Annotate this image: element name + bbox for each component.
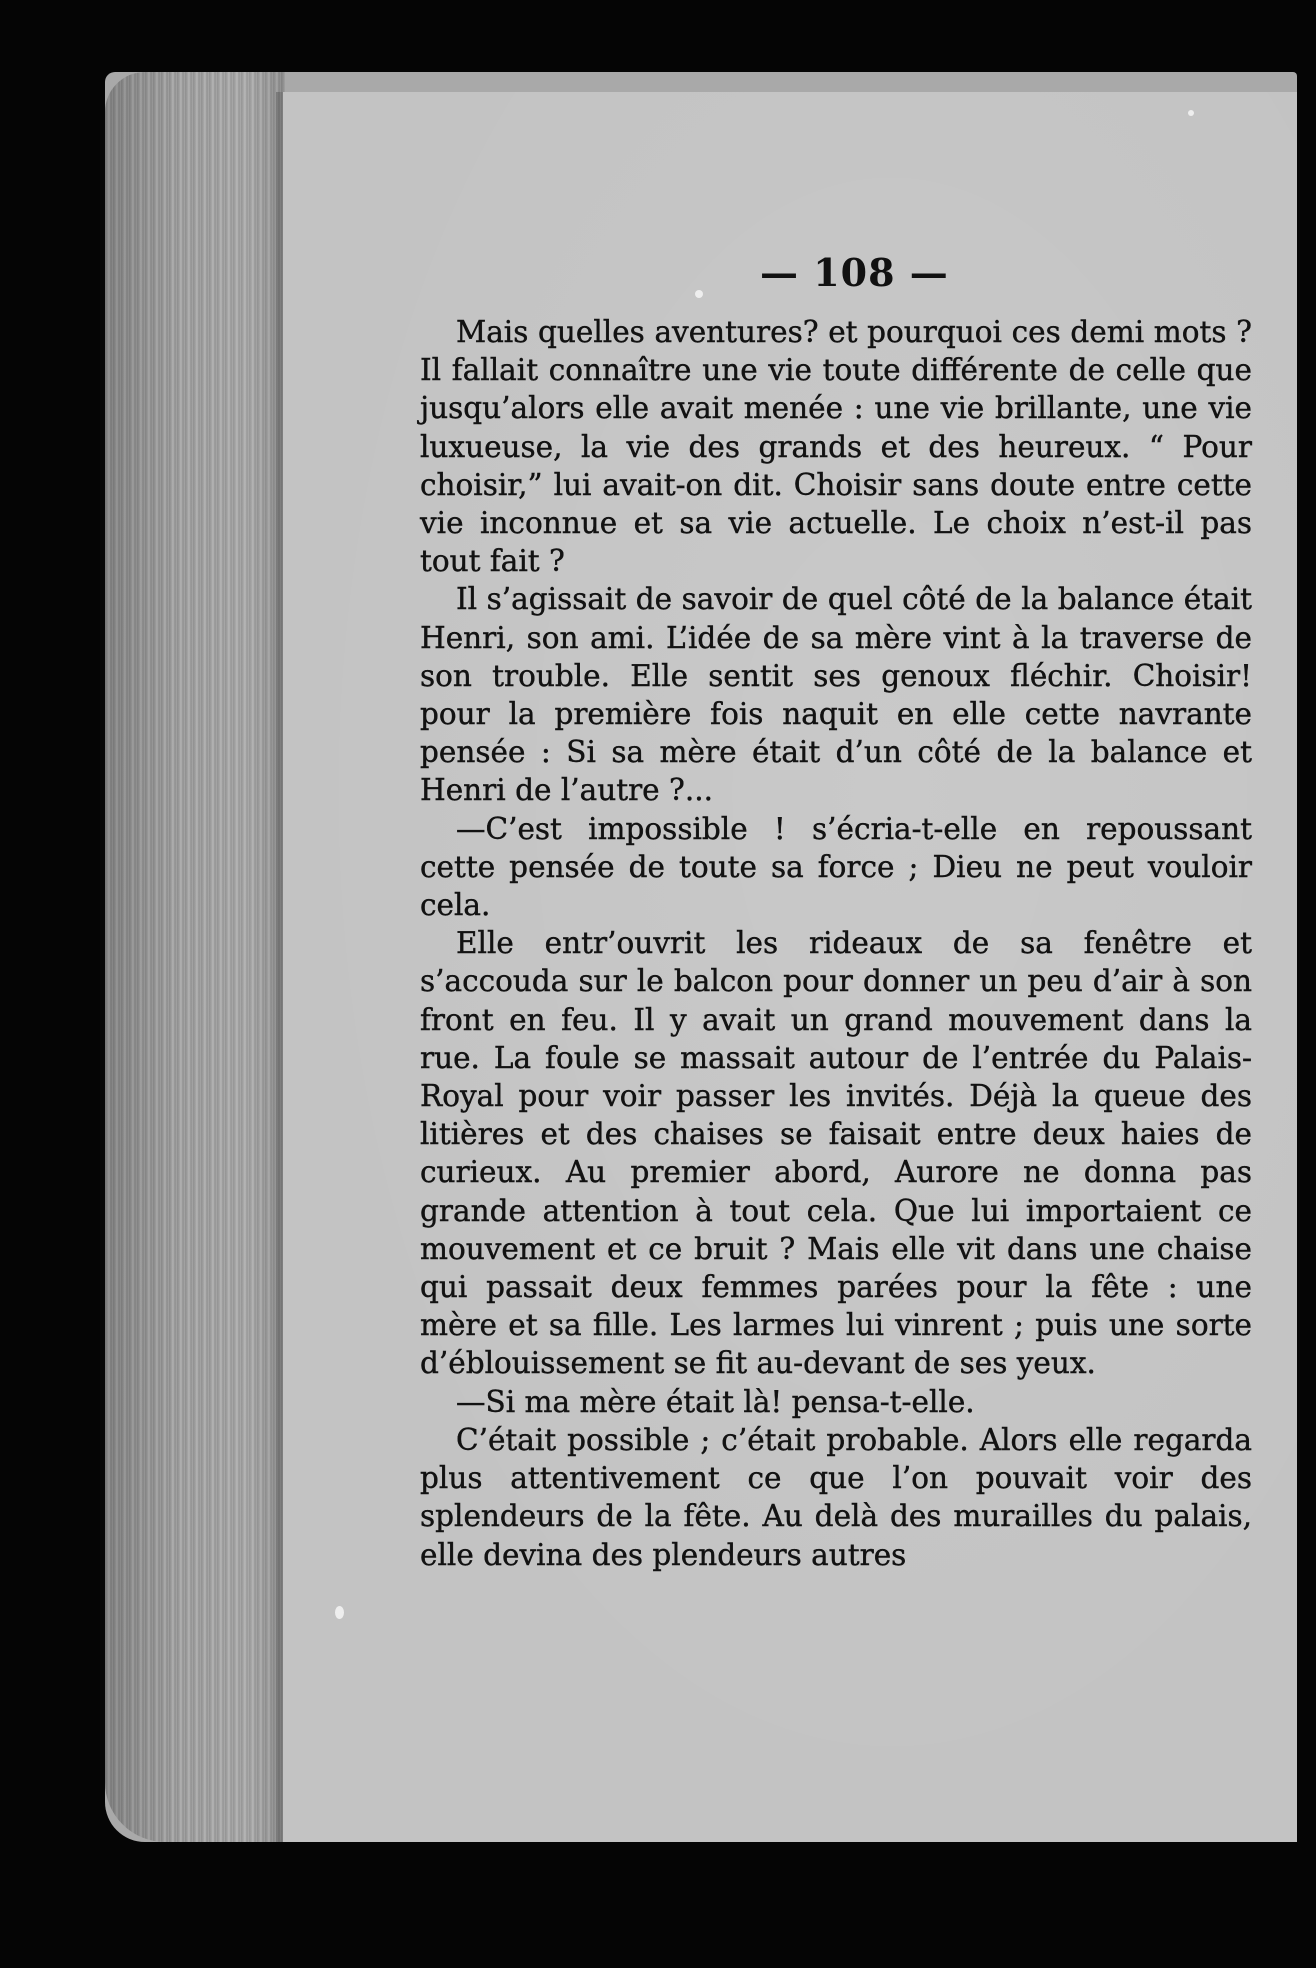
dust-speck — [335, 1606, 344, 1619]
paragraph: Il s’agissait de savoir de quel côté de la balance était Henri, son ami. L’idée de sa mère vint à la traverse de son trouble. Elle sentit ses genoux fléchir. Choisir! pour la première fois naquit en elle cette navrante pensée : Si sa mère était d’un côté de la balance et Henri de l’autre ?... — [420, 582, 1252, 808]
page-number: — 108 — — [760, 250, 949, 295]
dust-speck — [695, 290, 703, 298]
page-edges-shading — [105, 72, 285, 1842]
paragraph: Mais quelles aventures? et pourquoi ces demi mots ? Il fallait connaître une vie toute différente de celle que jusqu’alors elle avait menée : une vie brillante, une vie luxueuse, la vie des grands et des heureux. “ Pour choisir,” lui avait-on dit. Choisir sans doute entre cette vie inconnue et sa vie actuelle. Le choix n’est-il pas tout fait ? — [420, 315, 1252, 579]
body-text — [420, 313, 1252, 1574]
paragraph: Elle entr’ouvrit les rideaux de sa fenêtre et s’accouda sur le balcon pour donner un peu d’air à son front en feu. Il y avait un grand mouvement dans la rue. La foule se massait autour de l’entrée du Palais-Royal pour voir passer les invités. Déjà la queue des litières et des chaises se faisait entre deux haies de curieux. Au premier abord, Aurore ne donna pas grande attention à tout cela. Que lui importaient ce mouvement et ce bruit ? Mais elle vit dans une chaise qui passait deux femmes parées pour la fête : une mère et sa fille. Les larmes lui vinrent ; puis une sorte d’éblouissement se fit au-devant de ses yeux. — [420, 926, 1252, 1381]
paragraph: C’était possible ; c’était probable. Alors elle regarda plus attentivement ce que l’on pouvait voir des splendeurs de la fête. Au delà des murailles du palais, elle devina des plendeurs autres — [420, 1422, 1252, 1572]
dust-speck — [1188, 110, 1194, 116]
paragraph: —Si ma mère était là! pensa-t-elle. — [456, 1384, 975, 1419]
paragraph: —C’est impossible ! s’écria-t-elle en repoussant cette pensée de toute sa force ; Dieu ne peut vouloir cela. — [420, 811, 1252, 923]
